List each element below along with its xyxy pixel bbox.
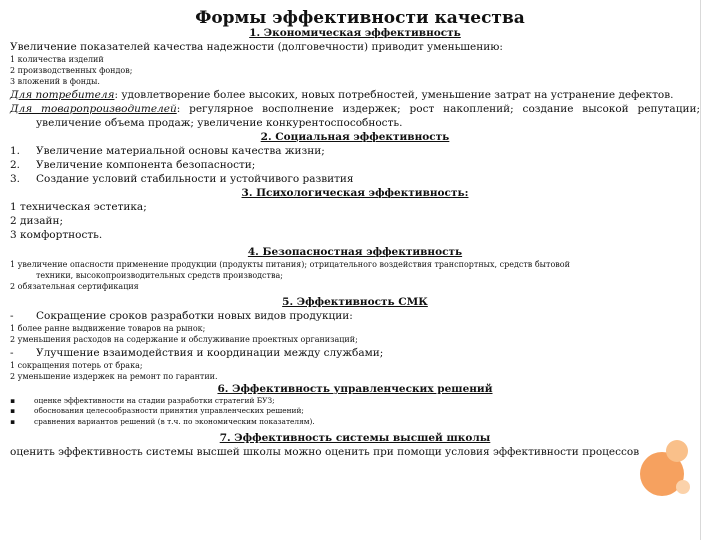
economic-item: 2 производственных фондов; (10, 66, 133, 76)
psychological-item: 1 техническая эстетика; (10, 200, 147, 213)
section-heading-higher-school: 7. Эффективность системы высшей школы (219, 432, 491, 445)
consumer-text: : удовлетворение более высоких, новых потребностей, уменьшение затрат на устранение дефектов. (114, 88, 674, 101)
qms-point: - Сокращение сроков разработки новых видов продукции: (10, 310, 353, 323)
economic-intro: Увеличение показателей качества надежности (долговечности) приводит уменьшению: (10, 41, 503, 53)
section-heading-psychological: 3. Психологическая эффективность: (241, 186, 469, 199)
decorative-circle-tiny (676, 480, 690, 494)
section-heading-economic: 1. Экономическая эффективность (249, 27, 461, 39)
safety-item: 1 увеличение опасности применение продукции (продукты питания); отрицательного воздействия транспортных, средств бытовой (10, 259, 570, 269)
section-heading-social: 2. Социальная эффективность (260, 130, 450, 143)
producer-text: : регулярное восполнение издержек; рост накоплений; создание высокой репутации; (176, 102, 700, 115)
slide-content (10, 26, 700, 459)
management-item: ▪ оценке эффективности на стадии разработки стратегий БУЗ; (10, 396, 275, 406)
consumer-label: Для потребителя (10, 88, 115, 101)
section-heading-qms: 5. Эффективность СМК (282, 296, 428, 309)
consumer-line (10, 88, 700, 102)
safety-item: 2 обязательная сертификация (10, 282, 139, 292)
social-item: 3. Создание условий стабильности и устойчивого развития (10, 172, 354, 185)
psychological-item: 3 комфортность. (10, 228, 103, 241)
social-item: 2. Увеличение компонента безопасности; (10, 158, 256, 171)
section-heading-management: 6. Эффективность управленческих решений (217, 383, 493, 396)
slide-border (700, 0, 701, 540)
producer-line (10, 102, 700, 116)
producer-continuation: увеличение объема продаж; увеличение конкурентоспособность. (36, 116, 403, 129)
bullet-icon: ▪ (10, 416, 16, 426)
management-item: ▪ сравнения вариантов решений (в т.ч. по экономическим показателям). (10, 416, 315, 426)
section-heading-safety: 4. Безопасностная эффективность (247, 245, 463, 258)
qms-subitem: 1 сокращения потерь от брака; (10, 360, 143, 370)
slide-title: Формы эффективности качества (195, 8, 525, 28)
producer-label: Для товаропроизводителей (10, 102, 177, 115)
qms-subitem: 2 уменьшение издержек на ремонт по гарантии. (10, 371, 218, 381)
social-item: 1. Увеличение материальной основы качества жизни; (10, 144, 325, 157)
qms-subitem: 2 уменьшения расходов на содержание и обслуживание проектных организаций; (10, 335, 358, 345)
qms-subitem: 1 более ранне выдвижение товаров на рынок; (10, 324, 206, 334)
qms-point: - Улучшение взаимодействия и координации между службами; (10, 346, 384, 359)
higher-school-text: оценить эффективность системы высшей школы можно оценить при помощи условия эффективности процессов (10, 446, 640, 459)
economic-item: 3 вложений в фонды. (10, 77, 100, 87)
psychological-item: 2 дизайн; (10, 214, 64, 227)
economic-item: 1 количества изделий (10, 55, 104, 64)
bullet-icon: ▪ (10, 396, 16, 406)
management-item: ▪ обоснования целесообразности принятия управленческих решений; (10, 406, 304, 416)
bullet-icon: ▪ (10, 406, 16, 416)
safety-item-continuation: техники, высокопроизводительных средств производства; (36, 270, 283, 280)
